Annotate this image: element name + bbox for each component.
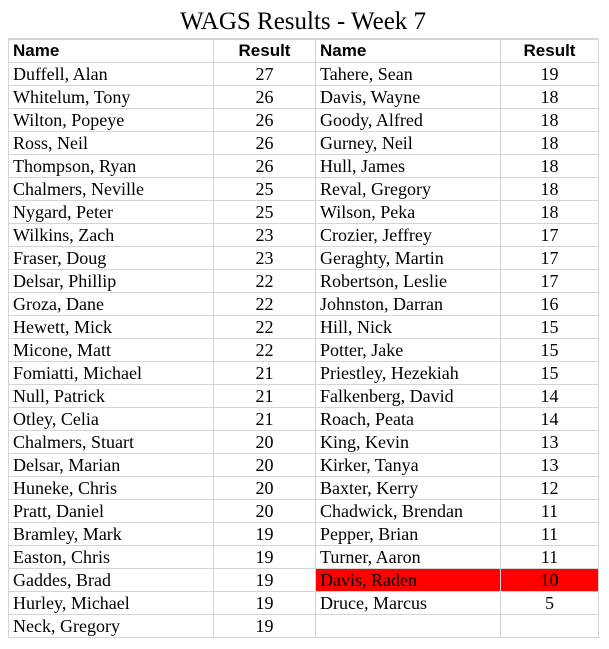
table-row <box>9 592 599 615</box>
right-result-cell: 19 <box>501 63 599 86</box>
sheet-title: WAGS Results - Week 7 <box>8 6 598 39</box>
right-result-cell: 18 <box>501 86 599 109</box>
right-name-cell: Robertson, Leslie <box>316 270 501 293</box>
right-result-cell: 13 <box>501 454 599 477</box>
right-result-cell <box>501 615 599 638</box>
table-row <box>9 385 599 408</box>
left-result-cell: 21 <box>214 362 316 385</box>
left-result-cell: 20 <box>214 431 316 454</box>
left-name-cell: Whitelum, Tony <box>9 86 214 109</box>
left-name-cell: Null, Patrick <box>9 385 214 408</box>
right-name-cell: Hull, James <box>316 155 501 178</box>
right-result-cell: 17 <box>501 247 599 270</box>
results-body <box>9 63 599 638</box>
right-name-cell: Davis, Raden <box>316 569 501 592</box>
right-name-cell <box>316 615 501 638</box>
right-result-cell: 14 <box>501 408 599 431</box>
right-result-cell: 17 <box>501 224 599 247</box>
left-result-cell: 21 <box>214 385 316 408</box>
left-name-cell: Chalmers, Stuart <box>9 431 214 454</box>
left-name-cell: Otley, Celia <box>9 408 214 431</box>
right-result-cell: 18 <box>501 132 599 155</box>
right-name-cell: Kirker, Tanya <box>316 454 501 477</box>
left-name-header: Name <box>9 40 214 63</box>
left-name-cell: Ross, Neil <box>9 132 214 155</box>
left-result-cell: 19 <box>214 592 316 615</box>
right-result-cell: 18 <box>501 155 599 178</box>
left-result-cell: 23 <box>214 224 316 247</box>
left-result-header: Result <box>214 40 316 63</box>
left-name-cell: Delsar, Marian <box>9 454 214 477</box>
table-row <box>9 293 599 316</box>
right-name-cell: Baxter, Kerry <box>316 477 501 500</box>
left-name-cell: Easton, Chris <box>9 546 214 569</box>
left-result-cell: 20 <box>214 477 316 500</box>
right-result-cell: 18 <box>501 178 599 201</box>
right-result-cell: 15 <box>501 316 599 339</box>
table-row <box>9 270 599 293</box>
left-name-cell: Nygard, Peter <box>9 201 214 224</box>
right-result-cell: 12 <box>501 477 599 500</box>
left-result-cell: 26 <box>214 132 316 155</box>
header-row <box>9 40 599 63</box>
right-result-cell: 11 <box>501 523 599 546</box>
right-result-cell: 18 <box>501 109 599 132</box>
left-name-cell: Pratt, Daniel <box>9 500 214 523</box>
right-result-cell: 11 <box>501 546 599 569</box>
right-name-cell: Johnston, Darran <box>316 293 501 316</box>
left-result-cell: 20 <box>214 454 316 477</box>
left-name-cell: Groza, Dane <box>9 293 214 316</box>
right-result-cell: 14 <box>501 385 599 408</box>
table-row <box>9 546 599 569</box>
left-name-cell: Micone, Matt <box>9 339 214 362</box>
right-name-cell: Crozier, Jeffrey <box>316 224 501 247</box>
left-name-cell: Neck, Gregory <box>9 615 214 638</box>
right-name-cell: Potter, Jake <box>316 339 501 362</box>
table-row <box>9 362 599 385</box>
right-result-cell: 17 <box>501 270 599 293</box>
left-name-cell: Chalmers, Neville <box>9 178 214 201</box>
right-result-cell: 15 <box>501 362 599 385</box>
left-name-cell: Hurley, Michael <box>9 592 214 615</box>
right-name-cell: Falkenberg, David <box>316 385 501 408</box>
right-result-header: Result <box>501 40 599 63</box>
left-result-cell: 21 <box>214 408 316 431</box>
left-result-cell: 22 <box>214 339 316 362</box>
left-result-cell: 27 <box>214 63 316 86</box>
table-row <box>9 569 599 592</box>
results-sheet <box>8 6 598 638</box>
left-result-cell: 19 <box>214 569 316 592</box>
right-result-cell: 18 <box>501 201 599 224</box>
right-name-cell: Davis, Wayne <box>316 86 501 109</box>
left-result-cell: 22 <box>214 316 316 339</box>
right-name-header: Name <box>316 40 501 63</box>
left-result-cell: 19 <box>214 615 316 638</box>
right-name-cell: Pepper, Brian <box>316 523 501 546</box>
right-result-cell: 11 <box>501 500 599 523</box>
left-name-cell: Thompson, Ryan <box>9 155 214 178</box>
right-name-cell: Druce, Marcus <box>316 592 501 615</box>
table-row <box>9 408 599 431</box>
left-name-cell: Huneke, Chris <box>9 477 214 500</box>
table-row <box>9 201 599 224</box>
right-result-cell: 15 <box>501 339 599 362</box>
table-row <box>9 523 599 546</box>
left-result-cell: 26 <box>214 86 316 109</box>
table-row <box>9 477 599 500</box>
right-name-cell: Chadwick, Brendan <box>316 500 501 523</box>
left-name-cell: Wilkins, Zach <box>9 224 214 247</box>
table-row <box>9 454 599 477</box>
right-name-cell: Priestley, Hezekiah <box>316 362 501 385</box>
table-row <box>9 500 599 523</box>
left-name-cell: Fomiatti, Michael <box>9 362 214 385</box>
left-result-cell: 22 <box>214 270 316 293</box>
table-row <box>9 316 599 339</box>
right-result-cell: 10 <box>501 569 599 592</box>
right-name-cell: Reval, Gregory <box>316 178 501 201</box>
left-result-cell: 22 <box>214 293 316 316</box>
right-result-cell: 5 <box>501 592 599 615</box>
left-result-cell: 26 <box>214 109 316 132</box>
left-result-cell: 25 <box>214 178 316 201</box>
table-row <box>9 224 599 247</box>
results-table <box>8 39 599 638</box>
table-row <box>9 247 599 270</box>
table-row <box>9 63 599 86</box>
table-row <box>9 431 599 454</box>
right-result-cell: 16 <box>501 293 599 316</box>
table-row <box>9 132 599 155</box>
right-name-cell: Geraghty, Martin <box>316 247 501 270</box>
right-name-cell: Turner, Aaron <box>316 546 501 569</box>
right-name-cell: Roach, Peata <box>316 408 501 431</box>
table-row <box>9 178 599 201</box>
left-name-cell: Fraser, Doug <box>9 247 214 270</box>
left-result-cell: 26 <box>214 155 316 178</box>
table-row <box>9 155 599 178</box>
left-name-cell: Gaddes, Brad <box>9 569 214 592</box>
table-row <box>9 339 599 362</box>
left-result-cell: 20 <box>214 500 316 523</box>
left-name-cell: Bramley, Mark <box>9 523 214 546</box>
left-name-cell: Duffell, Alan <box>9 63 214 86</box>
right-name-cell: Hill, Nick <box>316 316 501 339</box>
left-name-cell: Wilton, Popeye <box>9 109 214 132</box>
left-result-cell: 19 <box>214 523 316 546</box>
right-name-cell: King, Kevin <box>316 431 501 454</box>
table-row <box>9 86 599 109</box>
right-result-cell: 13 <box>501 431 599 454</box>
right-name-cell: Gurney, Neil <box>316 132 501 155</box>
left-result-cell: 19 <box>214 546 316 569</box>
left-result-cell: 25 <box>214 201 316 224</box>
table-row <box>9 109 599 132</box>
right-name-cell: Goody, Alfred <box>316 109 501 132</box>
left-name-cell: Hewett, Mick <box>9 316 214 339</box>
table-row <box>9 615 599 638</box>
right-name-cell: Wilson, Peka <box>316 201 501 224</box>
right-name-cell: Tahere, Sean <box>316 63 501 86</box>
left-name-cell: Delsar, Phillip <box>9 270 214 293</box>
left-result-cell: 23 <box>214 247 316 270</box>
